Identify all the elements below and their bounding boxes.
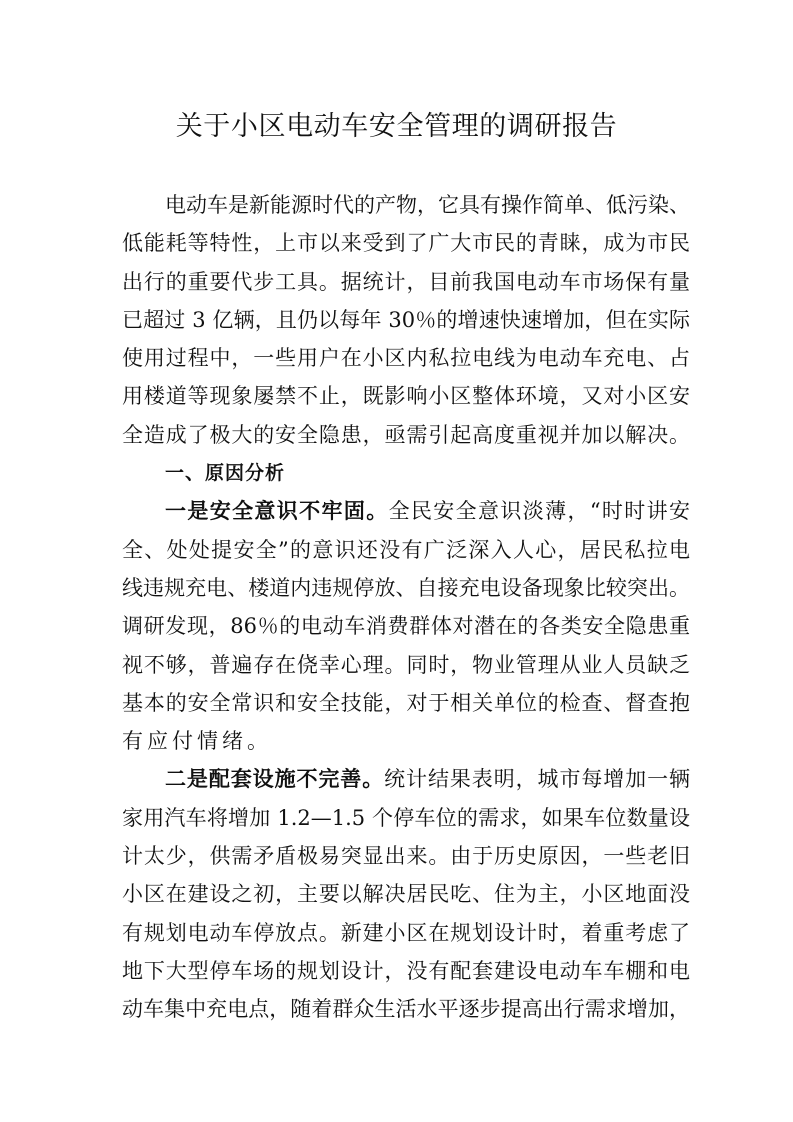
document-title: 关于小区电动车安全管理的调研报告 xyxy=(175,111,618,142)
point-text: 全民安全意识淡薄，“时时讲安 xyxy=(388,499,690,524)
text-line xyxy=(122,760,690,798)
text-line: 有规划电动车停放点。新建小区在规划设计时，着重考虑了 xyxy=(122,920,690,945)
text-line: 小区在建设之初，主要以解决居民吃、住为主，小区地面没 xyxy=(122,882,690,907)
text-line: 全造成了极大的安全隐患，亟需引起高度重视并加以解决。 xyxy=(122,422,690,447)
point-lead: 二是配套设施不完善。 xyxy=(165,767,385,792)
text-line: 使用过程中，一些用户在小区内私拉电线为电动车充电、占 xyxy=(122,346,690,371)
text-line: 全、处处提安全”的意识还没有广泛深入人心，居民私拉电 xyxy=(122,537,690,562)
text-line: 电动车是新能源时代的产物，它具有操作简单、低污染、 xyxy=(165,193,690,217)
text-line: 用楼道等现象屡禁不止，既影响小区整体环境，又对小区安 xyxy=(122,384,690,409)
text-line: 出行的重要代步工具。据统计，目前我国电动车市场保有量 xyxy=(122,269,690,294)
text-line: 有应付情绪。 xyxy=(122,729,272,754)
point-text: 统计结果表明，城市每增加一辆 xyxy=(384,767,691,792)
text-line: 动车集中充电点，随着群众生活水平逐步提高出行需求增加， xyxy=(122,997,690,1022)
intro-paragraph xyxy=(122,186,690,454)
text-line: 计太少，供需矛盾极易突显出来。由于历史原因，一些老旧 xyxy=(122,844,690,869)
text-line: 低能耗等特性，上市以来受到了广大市民的青睐，成为市民 xyxy=(122,231,690,256)
section-heading: 一、原因分析 xyxy=(165,462,286,485)
text-line: 视不够，普遍存在侥幸心理。同时，物业管理从业人员缺乏 xyxy=(122,652,690,677)
text-line: 已超过 3 亿辆，且仍以每年 30％的增速快速增加，但在实际 xyxy=(122,307,690,332)
point1-paragraph xyxy=(122,492,690,760)
text-line: 基本的安全常识和安全技能，对于相关单位的检查、督查抱 xyxy=(122,690,690,715)
document-body xyxy=(122,186,690,1029)
text-line: 线违规充电、楼道内违规停放、自接充电设备现象比较突出。 xyxy=(122,575,690,600)
point-lead: 一是安全意识不牢固。 xyxy=(165,499,389,524)
text-line: 调研发现，86％的电动车消费群体对潜在的各类安全隐患重 xyxy=(122,614,690,639)
text-line: 家用汽车将增加 1.2—1.5 个停车位的需求，如果车位数量设 xyxy=(122,805,690,830)
text-line xyxy=(122,492,690,530)
text-line: 地下大型停车场的规划设计，没有配套建设电动车车棚和电 xyxy=(122,958,690,983)
point2-paragraph xyxy=(122,760,690,1028)
